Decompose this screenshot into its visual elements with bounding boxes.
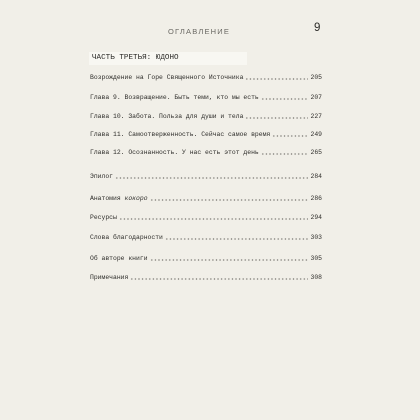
toc-entry-page: 265	[310, 149, 322, 156]
toc-entry-page: 207	[310, 94, 322, 101]
dot-leader	[130, 272, 308, 280]
page-number: 9	[314, 22, 321, 34]
toc-entry-title: Эпилог	[90, 173, 114, 180]
toc-entry-epilogue	[90, 170, 322, 181]
toc-entry-page: 249	[310, 131, 322, 138]
toc-entry-page: 294	[310, 214, 322, 221]
toc-entry-title: Возрождение на Горе Священного Источника	[90, 74, 244, 81]
dot-leader	[150, 253, 309, 261]
toc-entry-page: 303	[310, 234, 322, 241]
toc-entry-title: Ресурсы	[90, 214, 117, 221]
toc-entry-acknowledgements	[90, 231, 322, 242]
toc-entry-page: 227	[310, 113, 322, 120]
part-heading: ЧАСТЬ ТРЕТЬЯ: ЮДОНО	[89, 52, 247, 65]
toc-entry-page: 308	[310, 274, 322, 281]
dot-leader	[245, 72, 308, 80]
toc-entry-title: Глава 9. Возвращение. Быть теми, кто мы есть	[90, 94, 259, 101]
toc-entry-title-italic: кокоро	[124, 195, 148, 202]
toc-entry-chapter-12	[90, 146, 322, 157]
toc-entry-chapter-9	[90, 91, 322, 102]
dot-leader	[119, 212, 309, 220]
toc-entry-resources	[90, 211, 322, 222]
dot-leader	[245, 111, 308, 119]
toc-entry-title: Глава 11. Самоотверженность. Сейчас самое время	[90, 131, 271, 138]
dot-leader	[261, 92, 309, 100]
dot-leader	[272, 129, 308, 137]
toc-entry-page: 305	[310, 255, 322, 262]
toc-entry-notes	[90, 271, 322, 282]
toc-entry-title: Глава 10. Забота. Польза для души и тела	[90, 113, 244, 120]
toc-entry-anatomy	[90, 192, 322, 203]
running-head: ОГЛАВЛЕНИЕ	[168, 27, 231, 36]
toc-entry-rebirth	[90, 71, 322, 82]
dot-leader	[150, 193, 309, 201]
toc-entry-page: 205	[310, 74, 322, 81]
toc-entry-about-author	[90, 252, 322, 263]
toc-entry-chapter-10	[90, 110, 322, 121]
dot-leader	[261, 147, 309, 155]
toc-entry-page: 284	[310, 173, 322, 180]
toc-entry-title: Об авторе книги	[90, 255, 148, 262]
toc-entry-title: Примечания	[90, 274, 129, 281]
dot-leader	[165, 232, 309, 240]
toc-entry-title: Слова благодарности	[90, 234, 163, 241]
toc-entry-title	[90, 195, 149, 203]
toc-entry-page: 286	[310, 195, 322, 202]
toc-entry-title-plain: Анатомия	[90, 195, 125, 202]
toc-entry-title: Глава 12. Осознанность. У нас есть этот день	[90, 149, 259, 156]
toc-entry-chapter-11	[90, 128, 322, 139]
dot-leader	[115, 171, 308, 179]
